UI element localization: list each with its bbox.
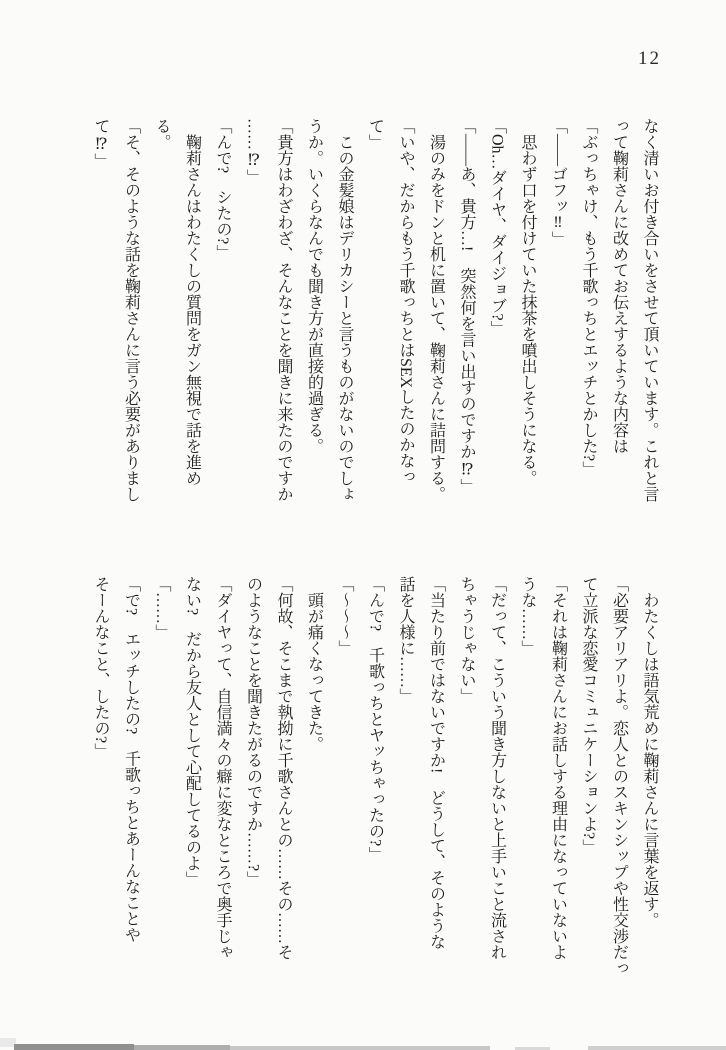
scan-edge-artifact [588, 1046, 726, 1050]
text-column: ちゃうじゃない」 [458, 576, 475, 704]
scan-edge-artifact [230, 1046, 490, 1050]
text-column: 思わず口を付けていた抹茶を噴出しそうになる。 [519, 118, 536, 486]
text-column: 「それは鞠莉さんにお話しする理由になっていないよ [549, 576, 567, 960]
text-column: 鞠莉さんはわたくしの質問をガン無視で話を進め [183, 118, 201, 486]
text-column: 「貴方はわざわざ、そんなことを聞きに来たのですか [275, 118, 292, 502]
text-column: この金髪娘はデリカシーと言うものがないのでしょ [336, 118, 353, 502]
text-column: 「いや、だからもう千歌っちとはSEXしたのかなっ [397, 118, 414, 485]
text-column: 「当たり前ではないですか! どうして、そのような [427, 576, 445, 950]
text-column: 「必要アリアリよ。恋人とのスキンシップや性交渉だっ [610, 576, 628, 976]
text-column: わたくしは語気荒めに鞠莉さんに言葉を返す。 [641, 576, 658, 928]
text-column: て⁉」 [92, 118, 109, 169]
text-column: 「――ゴフッ‼」 [549, 118, 567, 247]
text-column: 話を人様に……」 [397, 576, 414, 704]
text-column: 「――あ、貴方…! 突然何を言い出すのですか⁉」 [458, 118, 475, 495]
text-column: 「で? エッチしたの? 千歌っちとあーんなことや [122, 576, 140, 943]
text-column: なく清いお付き合いをさせて頂いています。これと言 [641, 118, 658, 502]
text-column: て」 [366, 118, 384, 150]
text-column: って鞠莉さんに改めてお伝えするような内容は [610, 118, 628, 454]
text-column: て立派な恋愛コミュニケーションよ?」 [580, 576, 597, 856]
text-column: のようなことを聞きたがるのですか……?」 [244, 576, 262, 888]
text-column: 「……」 [153, 576, 170, 640]
scan-edge-artifact [134, 1045, 230, 1050]
text-column: 「ダイヤって、自信満々の癖に変なところで奥手じゃ [214, 576, 231, 960]
text-column: 「Oh…ダイヤ、ダイジョブ?」 [488, 118, 506, 337]
text-block-top [85, 118, 665, 554]
text-column: 「何故、そこまで執拗に千歌さんとの……その……そ [275, 576, 292, 960]
text-column: うか。いくらなんでも聞き方が直接的過ぎる。 [305, 118, 323, 454]
text-column: 「だって、こういう聞き方しないと上手いこと流され [488, 576, 506, 960]
text-column: ……⁉」 [244, 118, 262, 185]
text-column: る。 [153, 118, 170, 150]
text-column: ない? だから友人として心配してるのよ」 [183, 576, 201, 888]
text-column: 「そ、そのような話を鞠莉さんに言う必要がありまし [122, 118, 140, 502]
text-column: そーんなこと、したの?」 [92, 576, 109, 760]
scan-edge-artifact [14, 1044, 134, 1050]
page-number: 12 [638, 48, 661, 69]
text-column: うな……」 [519, 576, 536, 656]
text-block-bottom [85, 576, 665, 1012]
text-column: 「んで? シたの?」 [214, 118, 231, 261]
text-column: 「ぶっちゃけ、もう千歌っちとエッチとかした?」 [580, 118, 597, 478]
text-column: 湯のみをドンと机に置いて、鞠莉さんに詰問する。 [427, 118, 445, 502]
text-column: 「んで? 千歌っちとヤッちゃったの?」 [366, 576, 384, 863]
text-column: 頭が痛くなってきた。 [305, 576, 323, 752]
text-column: 「〜〜〜」 [336, 576, 353, 656]
